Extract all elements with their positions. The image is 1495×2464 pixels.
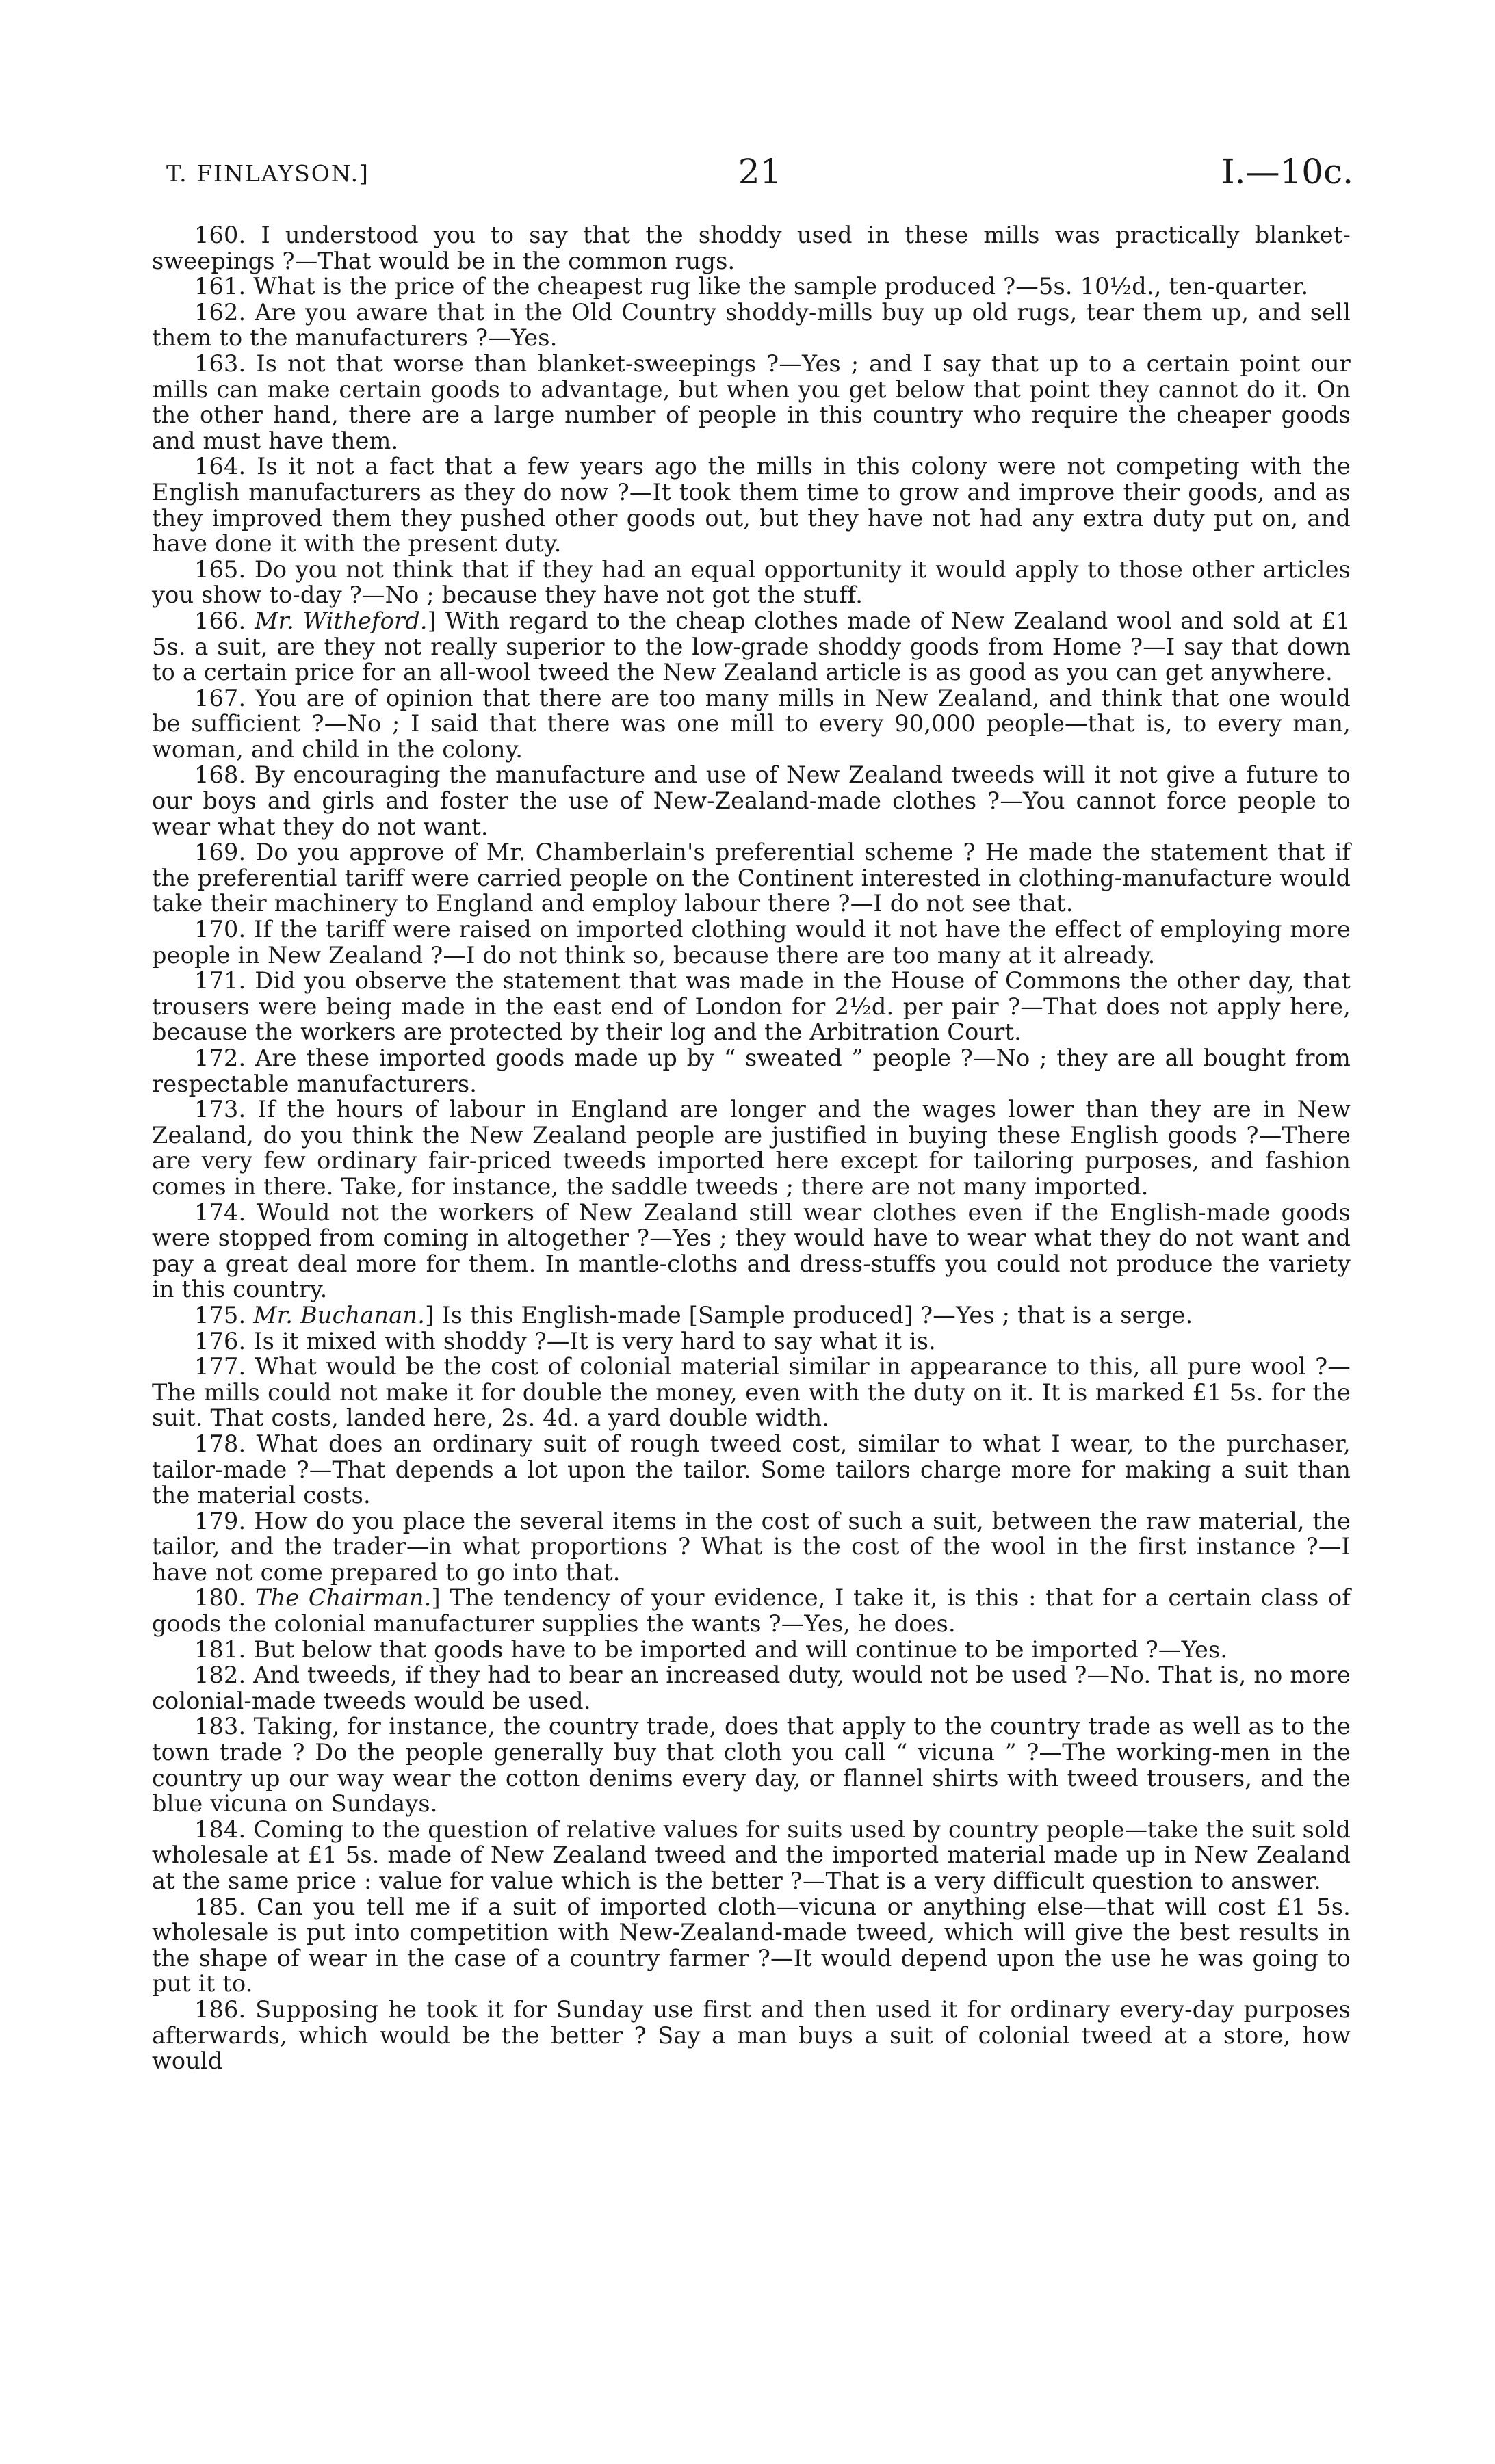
- paragraph: [152, 1585, 1351, 1636]
- paragraph: 170. If the tariff were raised on imported clothing would it not have the effect of employing more people in New Zealand ?—I do not think so, because there are too many at it already.: [152, 916, 1351, 969]
- paragraph-text: ] The tendency of your evidence, I take it, is this : that for a certain class of goods the colonial manufacturer supplies the wants ?—Yes, he does.: [152, 1584, 1351, 1638]
- paragraph: 168. By encouraging the manufacture and use of New Zealand tweeds will it not give a future to our boys and girls and foster the use of New-Zealand-made clothes ?—You cannot force people to wear what they do not want.: [152, 761, 1351, 840]
- page-header: [166, 152, 1353, 200]
- paragraph: [152, 608, 1351, 685]
- paragraph: 173. If the hours of labour in England are longer and the wages lower than they are in New Zealand, do you think the New Zealand people are justified in buying these English goods ?—There are very few ordinary fair-priced tweeds imported here except for tailoring purposes, and fashion comes in there. Take, for instance, the saddle tweeds ; there are not many imported.: [152, 1096, 1351, 1200]
- paragraph: 169. Do you approve of Mr. Chamberlain's preferential scheme ? He made the statement that if the preferential tariff were carried people on the Continent interested in clothing-manufacture would take their machinery to England and employ labour there ?—I do not see that.: [152, 839, 1351, 917]
- header-witness-name: T. FINLAYSON.]: [166, 160, 369, 187]
- paragraph: 177. What would be the cost of colonial material similar in appearance to this, all pure wool ?—The mills could not make it for double the money, even with the duty on it. It is marked £1 5s. for the suit. That costs, landed here, 2s. 4d. a yard double width.: [152, 1353, 1351, 1432]
- paragraph-text: ] With regard to the cheap clothes made of New Zealand wool and sold at £1 5s. a suit, are they not really superior to the low-grade shoddy goods from Home ?—I say that down to a certain price for an all-wool tweed the New Zealand article is as good as you can get anywhere.: [152, 607, 1351, 686]
- document-body: [152, 222, 1351, 2074]
- speaker-name: The Chairman.: [255, 1584, 432, 1612]
- question-number: 180.: [194, 1584, 255, 1612]
- paragraph: 172. Are these imported goods made up by “ sweated ” people ?—No ; they are all bought from respectable manufacturers.: [152, 1045, 1351, 1097]
- paragraph: 167. You are of opinion that there are too many mills in New Zealand, and think that one would be sufficient ?—No ; I said that there was one mill to every 90,000 people—that is, to every man, woman, and child in the colony.: [152, 684, 1351, 763]
- question-number: 175.: [194, 1301, 254, 1328]
- paragraph: 176. Is it mixed with shoddy ?—It is very hard to say what it is.: [194, 1327, 936, 1354]
- header-paper-reference: I.—10c.: [1221, 152, 1353, 192]
- paragraph: 181. But below that goods have to be imported and will continue to be imported ?—Yes.: [194, 1636, 1228, 1663]
- paragraph: [152, 1302, 1351, 1328]
- paragraph: 161. What is the price of the cheapest rug like the sample produced ?—5s. 10½d., ten-quarter.: [194, 273, 1309, 300]
- paragraph: 182. And tweeds, if they had to bear an increased duty, would not be used ?—No. That is, no more colonial-made tweeds would be used.: [152, 1662, 1351, 1714]
- paragraph: 171. Did you observe the statement that was made in the House of Commons the other day, that trousers were being made in the east end of London for 2½d. per pair ?—That does not apply here, because the workers are protected by their log and the Arbitration Court.: [152, 967, 1351, 1046]
- speaker-name: Mr. Buchanan.: [253, 1301, 426, 1328]
- page-number: 21: [738, 152, 782, 192]
- question-number: 166.: [194, 607, 255, 634]
- paragraph-text: ] Is this English-made [Sample produced] ?—Yes ; that is a serge.: [425, 1301, 1193, 1328]
- paragraph: 179. How do you place the several items in the cost of such a suit, between the raw material, the tailor, and the trader—in what proportions ? What is the cost of the wool in the first instance ?—I have not come prepared to go into that.: [152, 1507, 1351, 1586]
- paragraph: 160. I understood you to say that the shoddy used in these mills was practically blanket-sweepings ?—That would be in the common rugs.: [152, 222, 1351, 274]
- paragraph: 184. Coming to the question of relative values for suits used by country people—take the suit sold wholesale at £1 5s. made of New Zealand tweed and the imported material made up in New Zealand at the same price : value for value which is the better ?—That is a very difficult question to answer.: [152, 1816, 1351, 1894]
- paragraph: 178. What does an ordinary suit of rough tweed cost, similar to what I wear, to the purchaser, tailor-made ?—That depends a lot upon the tailor. Some tailors charge more for making a suit than the material costs.: [152, 1430, 1351, 1509]
- paragraph: 174. Would not the workers of New Zealand still wear clothes even if the English-made goods were stopped from coming in altogether ?—Yes ; they would have to wear what they do not want and pay a great deal more for them. In mantle-cloths and dress-stuffs you could not produce the variety in this country.: [152, 1198, 1351, 1303]
- paragraph: 162. Are you aware that in the Old Country shoddy-mills buy up old rugs, tear them up, and sell them to the manufacturers ?—Yes.: [152, 298, 1351, 352]
- speaker-name: Mr. Witheford.: [255, 607, 428, 634]
- paragraph: 186. Supposing he took it for Sunday use first and then used it for ordinary every-day purposes afterwards, which would be the better ? Say a man buys a suit of colonial tweed at a store, how would: [152, 1995, 1351, 2075]
- paragraph: 183. Taking, for instance, the country trade, does that apply to the country trade as well as to the town trade ? Do the people generally buy that cloth you call “ vicuna ” ?—The working-men in the country up our way wear the cotton denims every day, or flannel shirts with tweed trousers, and the blue vicuna on Sundays.: [152, 1713, 1351, 1818]
- paragraph: 163. Is not that worse than blanket-sweepings ?—Yes ; and I say that up to a certain point our mills can make certain goods to advantage, but when you get below that point they cannot do it. On the other hand, there are a large number of people in this country who require the cheaper goods and must have them.: [152, 350, 1351, 454]
- paragraph: 185. Can you tell me if a suit of imported cloth—vicuna or anything else—that will cost £1 5s. wholesale is put into competition with New-Zealand-made tweed, which will give the best results in the shape of wear in the case of a country farmer ?—It would depend upon the use he was going to put it to.: [152, 1893, 1351, 1997]
- paragraph: 165. Do you not think that if they had an equal opportunity it would apply to those other articles you show to-day ?—No ; because they have not got the stuff.: [152, 555, 1351, 609]
- paragraph: 164. Is it not a fact that a few years ago the mills in this colony were not competing with the English manufacturers as they do now ?—It took them time to grow and improve their goods, and as they improved them they pushed other goods out, but they have not had any extra duty put on, and have done it with the present duty.: [152, 453, 1351, 558]
